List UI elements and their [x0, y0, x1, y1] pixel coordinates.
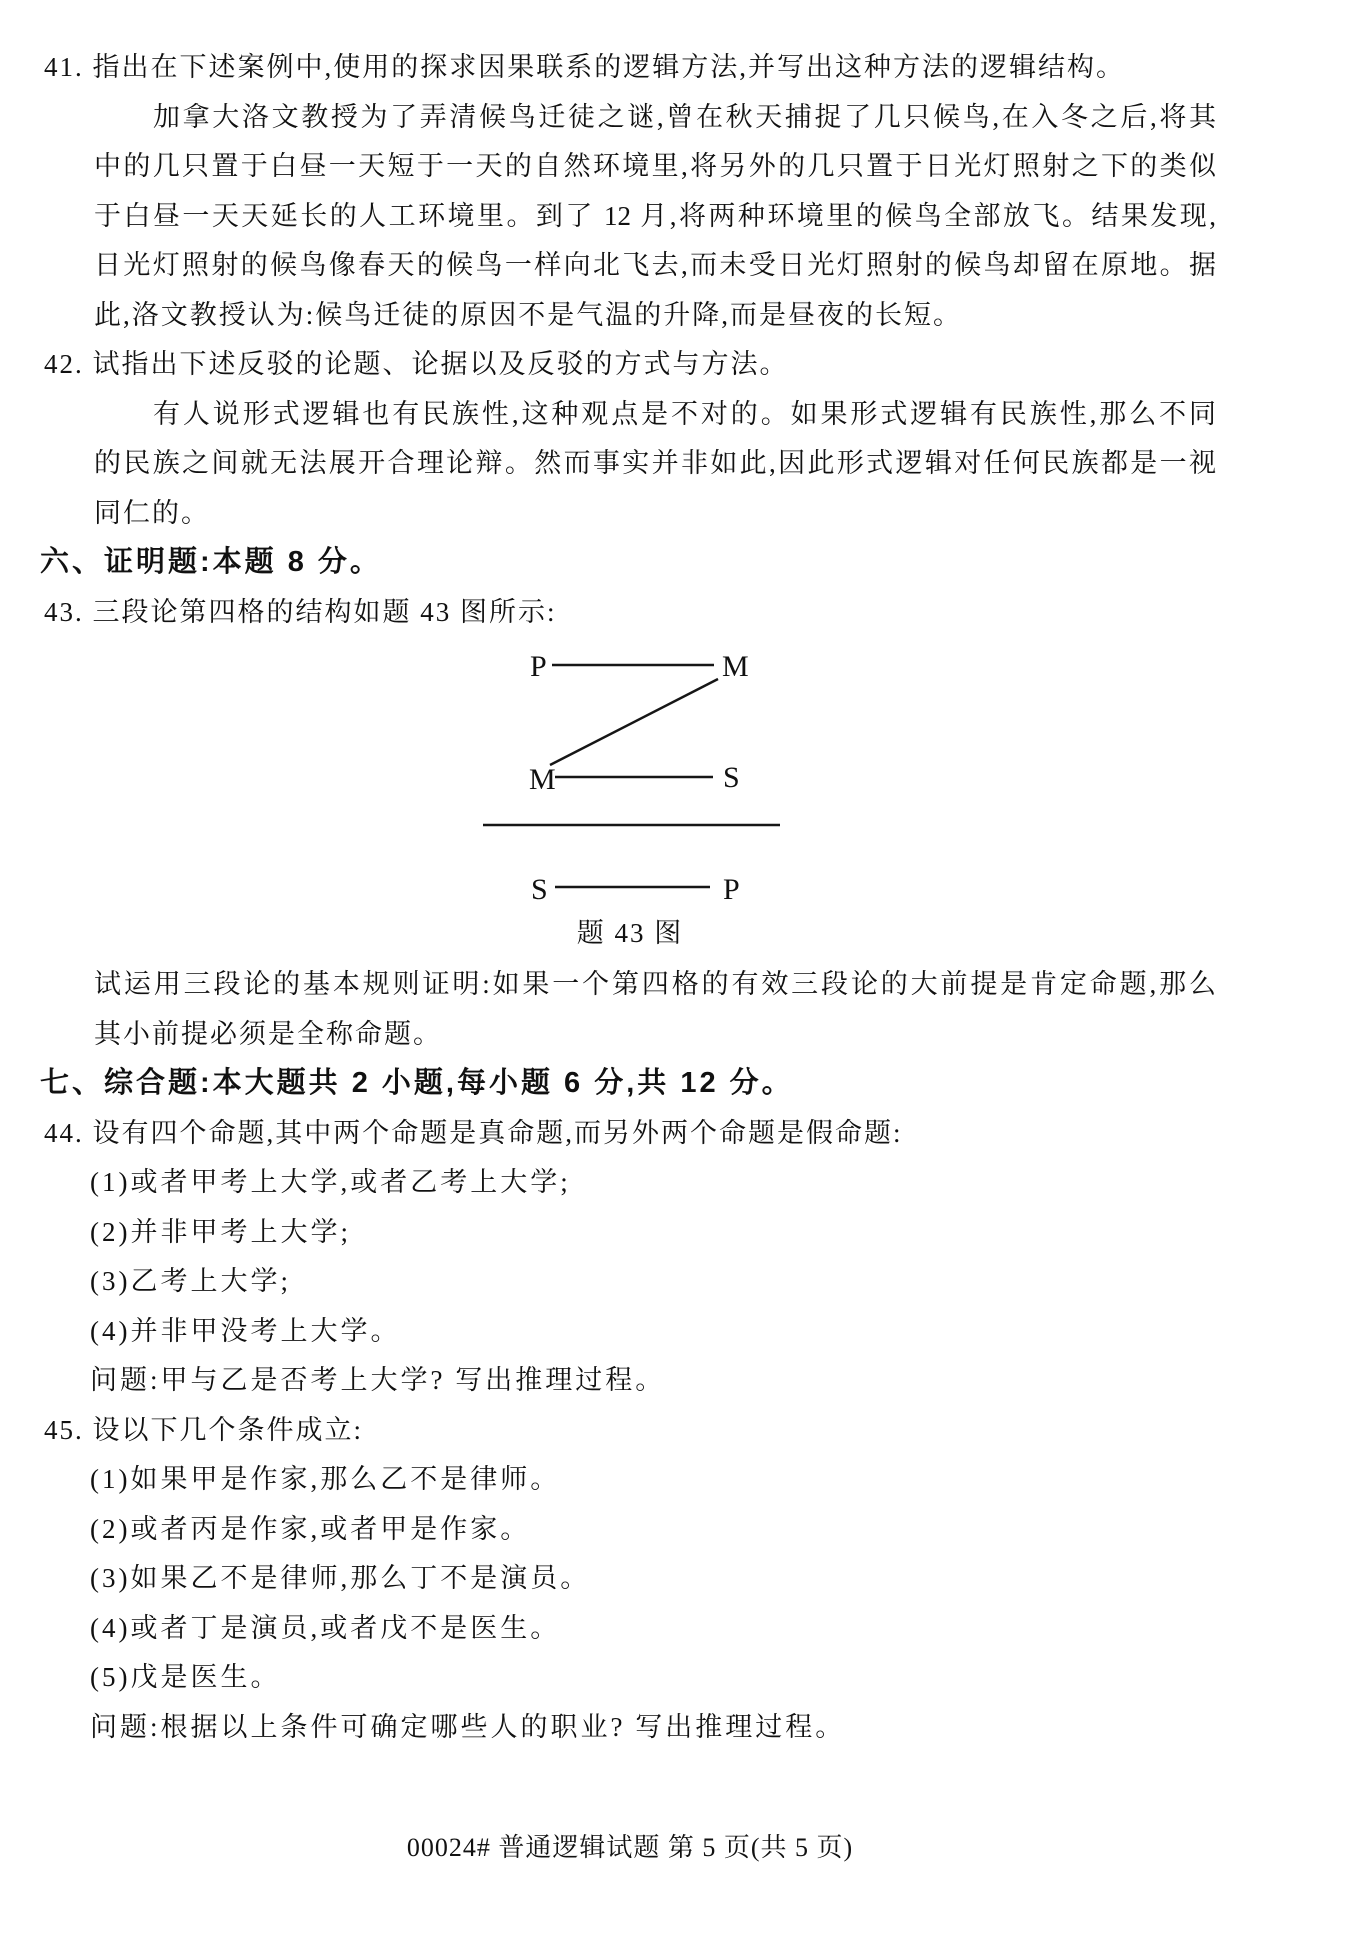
q44-title: 44. 设有四个命题,其中两个命题是真命题,而另外两个命题是假命题: — [44, 1117, 903, 1148]
q42-paragraph — [94, 390, 1216, 539]
figure-label-m-middle: M — [529, 763, 556, 796]
figure-label-p-bottom: P — [723, 873, 740, 906]
q41-title: 41. 指出在下述案例中,使用的探求因果联系的逻辑方法,并写出这种方法的逻辑结构。 — [44, 52, 1125, 82]
q43-title: 43. 三段论第四格的结构如题 43 图所示: — [44, 596, 557, 627]
q41-para-line-1: 加拿大洛文教授为了弄清候鸟迁徒之谜,曾在秋天捕捉了几只候鸟,在入冬之后,将其 — [153, 101, 1216, 132]
q41-para-line-4: 日光灯照射的候鸟像春天的候鸟一样向北飞去,而未受日光灯照射的候鸟却留在原地。据 — [94, 250, 1216, 280]
q41-para-line-3: 于白昼一天天延长的人工环境里。到了 12 月,将两种环境里的候鸟全部放飞。结果发现, — [94, 200, 1216, 231]
figure-label-s-middle: S — [723, 761, 740, 794]
q44-item-2: (2)并非甲考上大学; — [90, 1216, 351, 1247]
q41-para-line-5: 此,洛文教授认为:候鸟迁徒的原因不是气温的升降,而是昼夜的长短。 — [94, 299, 963, 330]
section-6-heading: 六、证明题:本题 8 分。 — [40, 546, 382, 578]
q42-para-line-2: 的民族之间就无法展开合理论辩。然而事实并非如此,因此形式逻辑对任何民族都是一视 — [94, 448, 1216, 478]
q45-item-2: (2)或者丙是作家,或者甲是作家。 — [90, 1513, 531, 1544]
section-7-heading: 七、综合题:本大题共 2 小题,每小题 6 分,共 12 分。 — [40, 1067, 794, 1099]
q42-para-line-3: 同仁的。 — [94, 497, 210, 528]
q45-title: 45. 设以下几个条件成立: — [44, 1414, 364, 1445]
diagonal-connector-line — [550, 679, 718, 765]
q45-item-1: (1)如果甲是作家,那么乙不是律师。 — [90, 1464, 561, 1494]
q45-item-5: (5)戊是医生。 — [90, 1662, 281, 1692]
q41-paragraph — [94, 93, 1216, 341]
q41-para-line-2: 中的几只置于白昼一天短于一天的自然环境里,将另外的几只置于日光灯照射之下的类似 — [94, 151, 1216, 181]
q42-para-line-1: 有人说形式逻辑也有民族性,这种观点是不对的。如果形式逻辑有民族性,那么不同 — [153, 398, 1216, 429]
q42-title: 42. 试指出下述反驳的论题、论据以及反驳的方式与方法。 — [44, 349, 789, 379]
q45-item-3: (3)如果乙不是律师,那么丁不是演员。 — [90, 1563, 591, 1593]
figure-label-p-top: P — [530, 650, 547, 683]
q44-item-3: (3)乙考上大学; — [90, 1266, 291, 1296]
figure-label-m-top: M — [722, 650, 749, 683]
q44-item-4: (4)并非甲没考上大学。 — [90, 1315, 401, 1346]
q43-para-line-2: 其小前提必须是全称命题。 — [94, 1018, 442, 1049]
q43-paragraph — [94, 960, 1216, 1059]
q44-item-1: (1)或者甲考上大学,或者乙考上大学; — [90, 1167, 571, 1197]
figure-label-s-bottom: S — [531, 873, 548, 906]
q45-question: 问题:根据以上条件可确定哪些人的职业? 写出推理过程。 — [90, 1711, 846, 1742]
figure-43 — [0, 637, 1356, 960]
q45-item-4: (4)或者丁是演员,或者戊不是医生。 — [90, 1612, 561, 1643]
figure-43-caption: 题 43 图 — [576, 918, 684, 948]
page-footer: 00024# 普通逻辑试题 第 5 页(共 5 页) — [406, 1833, 854, 1862]
q43-para-line-1: 试运用三段论的基本规则证明:如果一个第四格的有效三段论的大前提是肯定命题,那么 — [94, 969, 1216, 999]
q44-question: 问题:甲与乙是否考上大学? 写出推理过程。 — [90, 1365, 666, 1395]
